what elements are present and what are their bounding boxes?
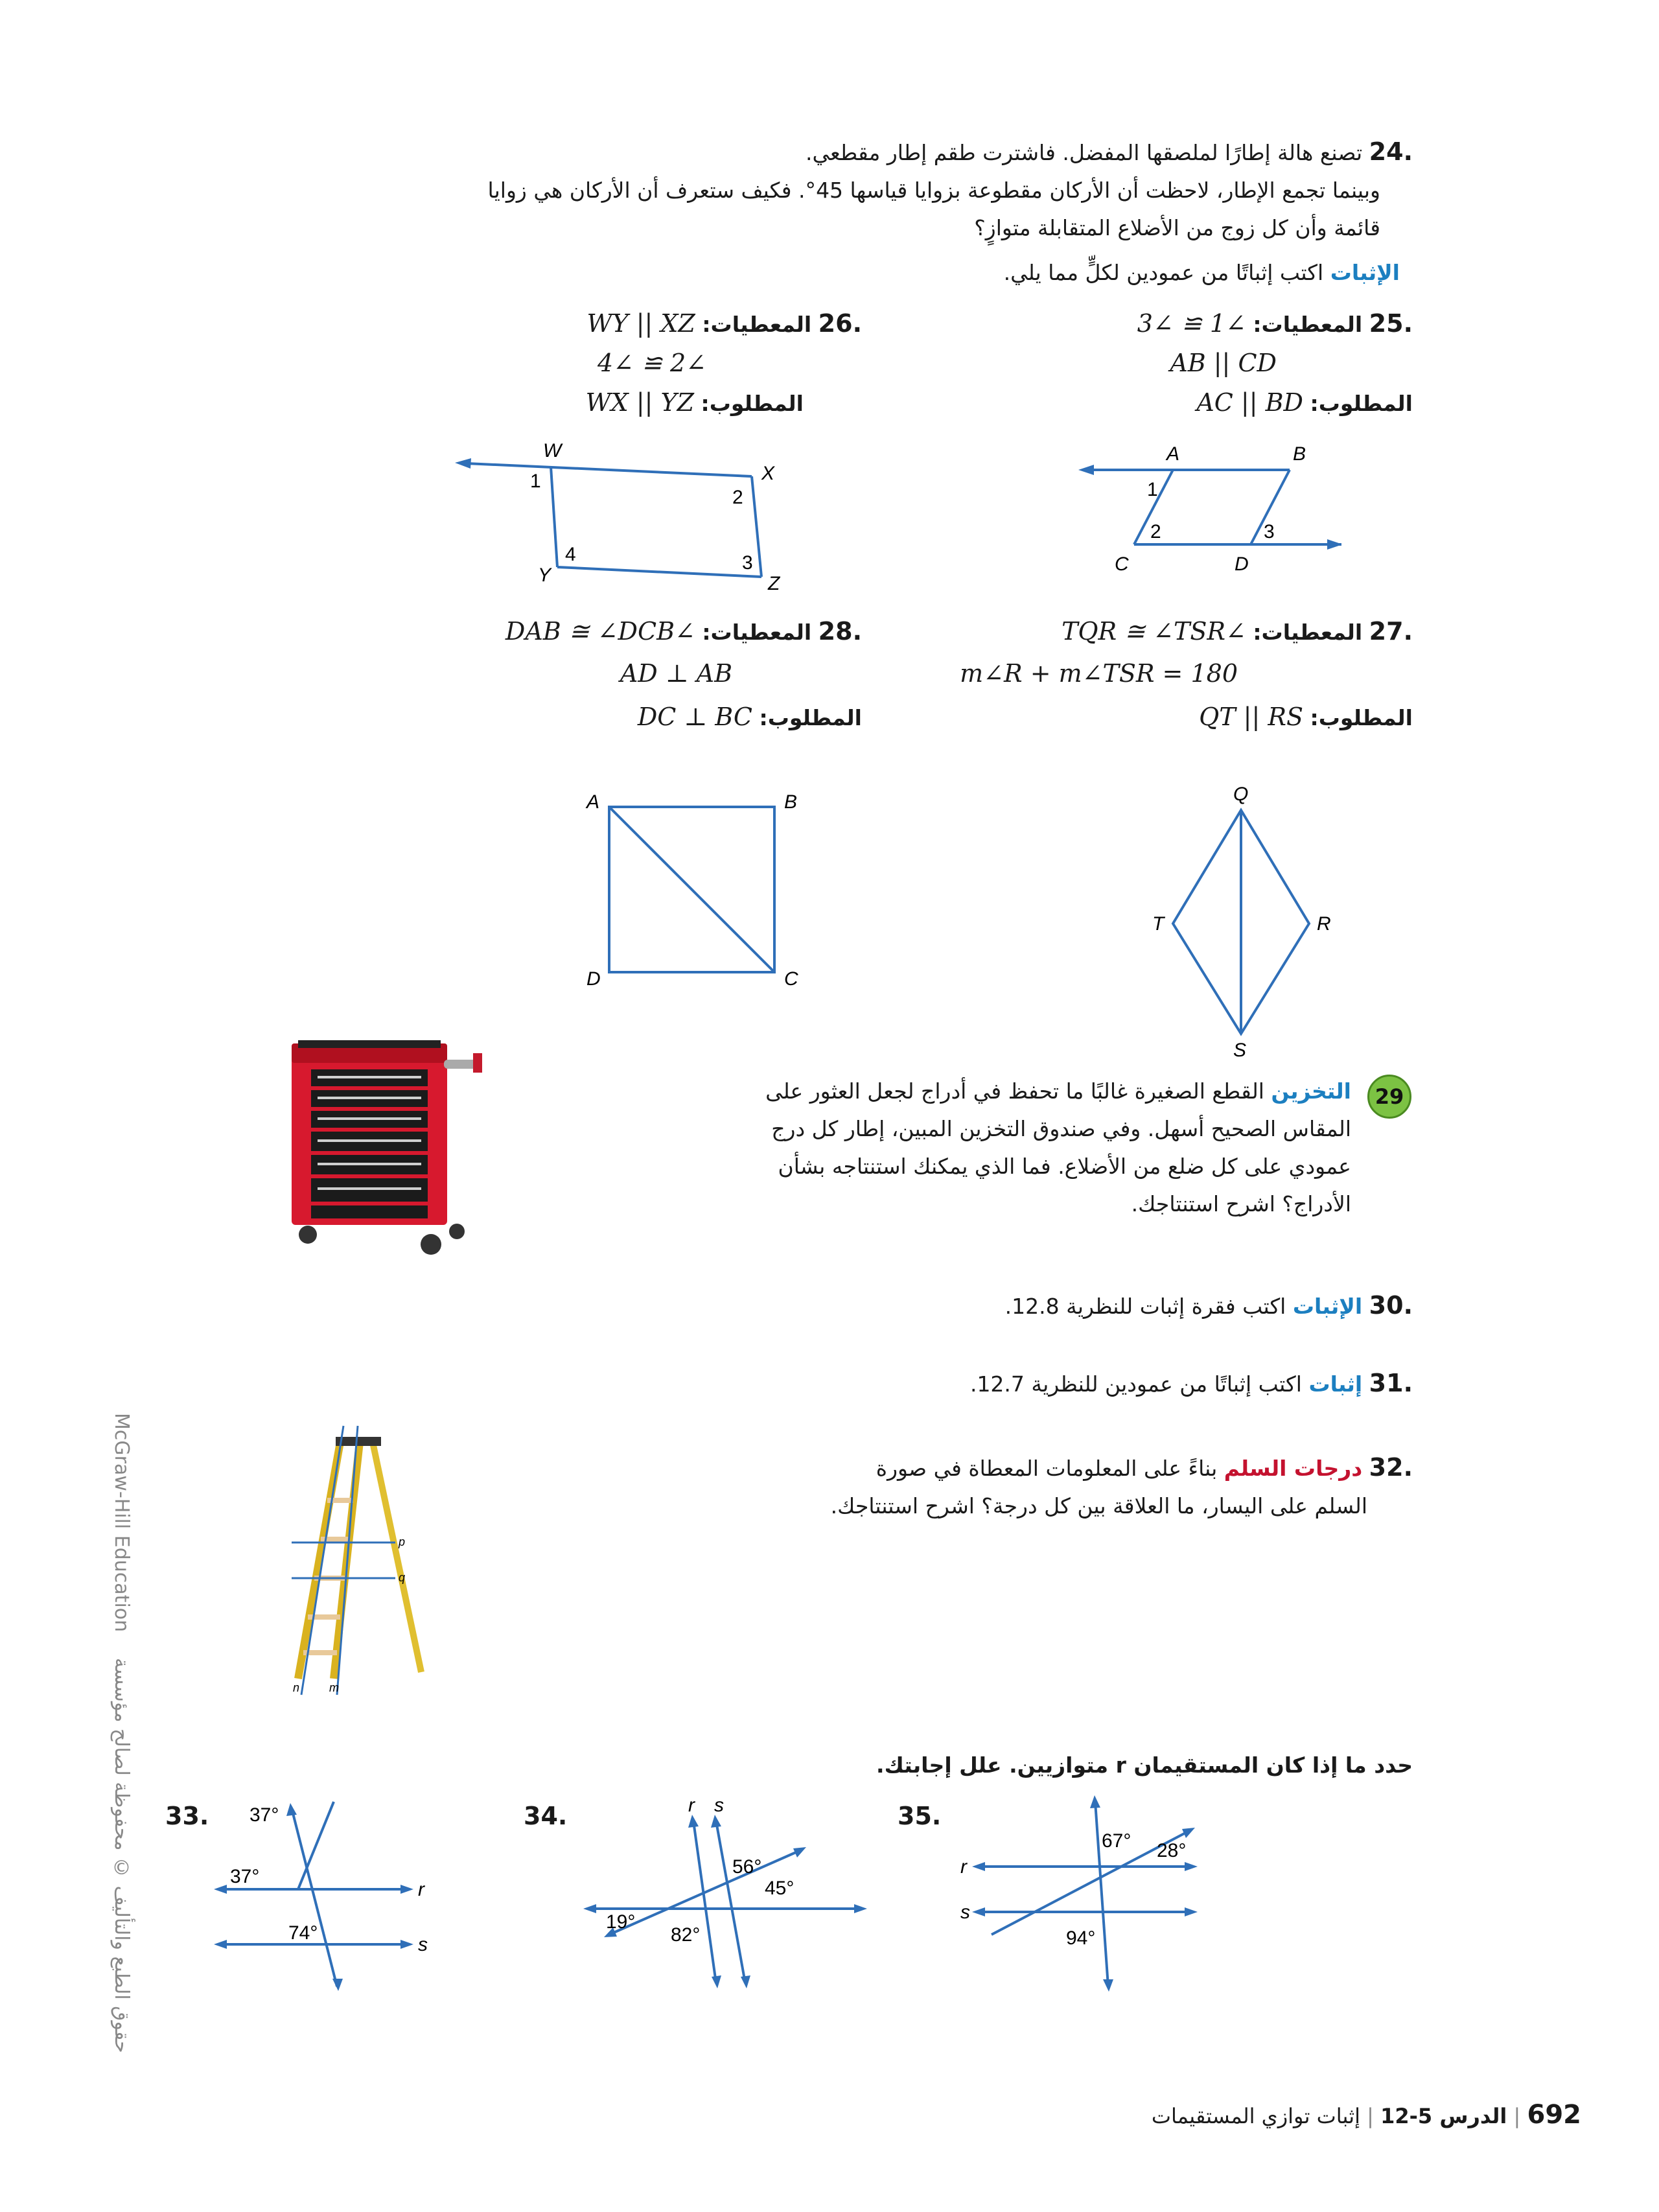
given-label: المعطيات: (702, 312, 812, 337)
point-label: W (543, 440, 562, 461)
angle-label: 1 (1147, 479, 1158, 500)
exercise-number: 33. (165, 1802, 209, 1830)
given-2: m∠R + m∠TSR = 180 (960, 659, 1238, 688)
proof-keyword: الإثبات (1330, 260, 1400, 285)
given-label: المعطيات: (1253, 620, 1363, 645)
exercise-text: السلم على اليسار، ما العلاقة بين كل درجة؟ اشرح استنتاجك. (830, 1493, 1367, 1519)
angle-label: 67° (1102, 1830, 1131, 1852)
exercise-text: الأدراج؟ اشرح استنتاجك. (1131, 1191, 1351, 1217)
prove-statement: DC ⊥ BC (637, 703, 752, 731)
exercise-keyword: الإثبات (1292, 1294, 1363, 1319)
line-label: r (688, 1795, 695, 1816)
exercise-number: 34. (524, 1802, 568, 1830)
prove-label: المطلوب: (1310, 391, 1413, 416)
point-label: S (1233, 1040, 1247, 1061)
exercise-text: قائمة وأن كل زوج من الأضلاع المتقابلة متوازٍ؟ (974, 215, 1380, 240)
exercise-31 (970, 1364, 1413, 1403)
given-label: المعطيات: (1253, 312, 1363, 337)
prove-statement: AC || BD (1196, 388, 1303, 417)
exercise-26 (538, 305, 862, 423)
diagram-33 (207, 1795, 454, 2003)
angle-label: 45° (765, 1878, 795, 1899)
angle-label: 94° (1066, 1927, 1096, 1949)
angle-label: 56° (732, 1856, 762, 1878)
exercise-24 (181, 133, 1413, 247)
line-label: s (714, 1795, 724, 1816)
point-label: Y (538, 565, 551, 586)
line-label: n (293, 1681, 300, 1694)
exercise-number: .24 (1369, 137, 1413, 166)
diagram-28 (577, 787, 810, 995)
angle-label: 3 (1264, 521, 1275, 542)
point-label: X (761, 463, 775, 484)
angle-label: 3 (742, 552, 753, 574)
point-label: Q (1233, 784, 1249, 805)
angle-label: 28° (1157, 1840, 1187, 1861)
line-label: q (399, 1571, 406, 1584)
diagram-25 (1069, 441, 1341, 577)
exercise-text: وبينما تجمع الإطار، لاحظت أن الأركان مقطوعة بزوايا قياسها 45°. فكيف ستعرف أن الأركان هي زوايا (487, 178, 1380, 203)
prove-label: المطلوب: (701, 391, 804, 416)
point-label: Z (768, 573, 780, 594)
diagram-35 (953, 1789, 1231, 1996)
angle-label: 4 (565, 544, 576, 565)
given-1: WY || XZ (586, 309, 695, 338)
exercise-text: المقاس الصحيح أسهل. وفي صندوق التخزين المبين، إطار كل درج (771, 1116, 1351, 1141)
given-1: ∠TQR ≅ ∠TSR (1062, 617, 1246, 646)
angle-label: 74° (288, 1922, 318, 1944)
angle-label: 2 (732, 487, 743, 508)
point-label: T (1152, 913, 1165, 935)
exercise-text: اكتب إثباتًا من عمودين للنظرية 12.7. (969, 1371, 1302, 1397)
prove-statement: WX || YZ (585, 388, 694, 417)
point-label: C (784, 968, 798, 990)
exercise-keyword: التخزين (1271, 1078, 1351, 1104)
page-number: 692 (1527, 2100, 1581, 2130)
angle-label: 2 (1150, 521, 1161, 542)
diagram-26 (447, 431, 810, 600)
ladder-image (279, 1423, 441, 1701)
exercise-text: بناءً على المعلومات المعطاة في صورة (876, 1456, 1218, 1481)
proof-instruction (1004, 254, 1400, 292)
line-label: m (329, 1681, 339, 1694)
point-label: B (784, 791, 798, 813)
lesson-label: الدرس 5-12 (1380, 2104, 1507, 2128)
point-label: D (1235, 553, 1249, 575)
exercise-32 (700, 1449, 1413, 1525)
page-footer: 692 | الدرس 5-12 | إثبات توازي المستقيمات (1151, 2100, 1581, 2130)
point-label: R (1317, 913, 1331, 935)
given-1: ∠1 ≅ ∠3 (1137, 309, 1246, 338)
prove-label: المطلوب: (759, 705, 862, 730)
exercise-number: .31 (1369, 1369, 1413, 1397)
exercise-text: القطع الصغيرة غالبًا ما تحفظ في أدراج لجعل العثور على (765, 1078, 1264, 1104)
exercise-27 (881, 612, 1413, 737)
prove-statement: QT || RS (1199, 703, 1303, 731)
angle-label: 82° (671, 1924, 701, 1946)
exercise-number: .30 (1369, 1291, 1413, 1320)
publisher-name: McGraw-Hill Education (110, 1413, 133, 1633)
diagram-27 (1141, 778, 1348, 1063)
exercise-28 (473, 612, 862, 737)
determine-instruction: حدد ما إذا كان المستقيمان r متوازيين. علل إجابتك. (876, 1752, 1413, 1778)
angle-label: 1 (530, 471, 541, 492)
exercise-text: تصنع هالة إطارًا لملصقها المفضل. فاشترت طقم إطار مقطعي. (805, 140, 1363, 165)
diagram-34 (577, 1789, 875, 1996)
line-label: r (418, 1879, 424, 1900)
exercise-number: .25 (1369, 309, 1413, 338)
exercise-keyword: درجات السلم (1224, 1456, 1363, 1481)
exercise-number: .26 (818, 309, 862, 338)
exercise-number: 29 (1375, 1084, 1404, 1109)
line-label: s (960, 1902, 970, 1923)
line-label: r (960, 1856, 967, 1878)
exercise-text: عمودي على كل ضلع من الأضلاع. فما الذي يمكنك استنتاجه بشأن (778, 1154, 1351, 1179)
given-1: ∠DAB ≅ ∠DCB (505, 617, 695, 646)
given-2: AD ⊥ AB (620, 659, 732, 688)
angle-label: 37° (230, 1866, 260, 1887)
point-label: A (586, 791, 600, 813)
exercise-29 (606, 1073, 1351, 1223)
given-2: AB || CD (1170, 349, 1277, 377)
side-copyright (110, 1413, 133, 2061)
exercise-29-badge (1367, 1075, 1411, 1119)
point-label: B (1293, 443, 1306, 465)
copyright-text: حقوق الطبع والتأليف © محفوظة لصالح مؤسسة (110, 1657, 133, 2053)
exercise-text: اكتب فقرة إثبات للنظرية 12.8. (1004, 1294, 1286, 1319)
proof-text: اكتب إثباتًا من عمودين لكلٍّ مما يلي. (1003, 260, 1324, 285)
given-label: المعطيات: (702, 620, 812, 645)
line-label: p (399, 1535, 406, 1548)
angle-label: 37° (249, 1804, 279, 1826)
angle-label: 19° (606, 1911, 636, 1933)
line-label: s (418, 1934, 428, 1955)
given-2: ∠2 ≅ ∠4 (597, 349, 706, 377)
exercise-keyword: إثبات (1308, 1371, 1363, 1397)
exercise-number: .28 (818, 617, 862, 646)
exercise-25 (1050, 305, 1413, 423)
prove-label: المطلوب: (1310, 705, 1413, 730)
exercise-number: 35. (898, 1802, 942, 1830)
toolbox-image (279, 1030, 486, 1264)
exercise-30 (1005, 1286, 1413, 1325)
point-label: A (1166, 443, 1180, 465)
exercise-number: .27 (1369, 617, 1413, 646)
point-label: D (586, 968, 601, 990)
exercise-number: .32 (1369, 1453, 1413, 1482)
lesson-title: إثبات توازي المستقيمات (1151, 2104, 1360, 2128)
point-label: C (1115, 553, 1129, 575)
